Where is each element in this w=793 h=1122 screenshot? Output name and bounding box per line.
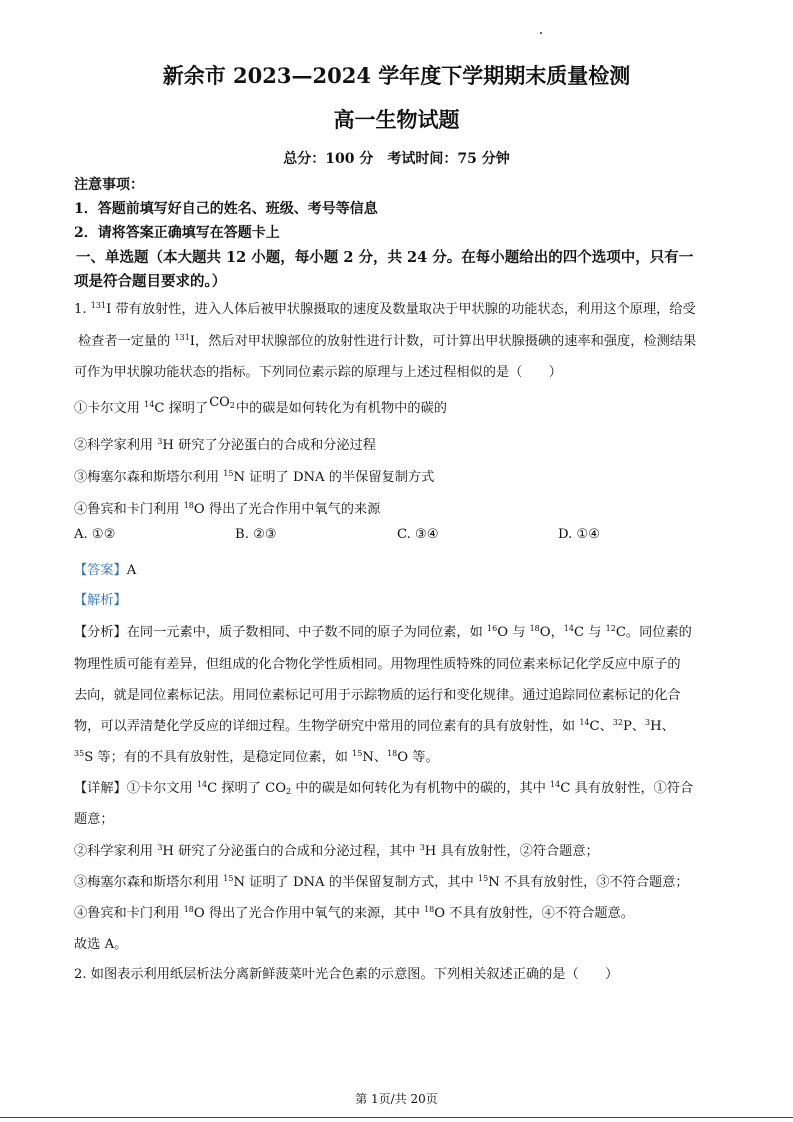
exam-subtitle: 高一生物试题 [333, 107, 460, 132]
co2-formula: $CO_2$ [209, 395, 235, 410]
analysis-line2: 物理性质可能有差异，但组成的化合物化学性质相同。用物理性质特殊的同位素来标记化学反应中原子的 [74, 657, 681, 672]
detail-conclusion: 故选 A。 [74, 937, 128, 952]
page-footer: 第 1页/共 20页 [355, 1092, 438, 1106]
exam-title: 新余市 2023—2024 学年度下学期期末质量检测 [162, 63, 631, 88]
section-heading-line1: 一、单选题（本大题共 12 小题，每小题 2 分，共 24 分。在每小题给出的四个选项中，只有一 [76, 249, 694, 266]
analysis-label: 【解析】 [74, 593, 127, 608]
analysis-line3: 去向，就是同位素标记法。用同位素标记可用于示踪物质的运行和变化规律。通过追踪同位素标记的化合 [74, 688, 681, 703]
analysis-line1: 【分析】在同一元素中，质子数相同、中子数不同的原子为同位素，如 $^{16}$O 与 $^{18}$O，$^{14}$C 与 $^{12}$C。同位素的 [74, 624, 692, 640]
q1-stem-line2: 检查者一定量的 $^{131}$I，然后对甲状腺部位的放射性进行计数，可计算出甲状腺摄碘的速率和强度，检测结果 [78, 333, 697, 349]
q1-statement-4: ④鲁宾和卡门利用 $^{18}$O 得出了光合作用中氧气的来源 [74, 501, 381, 517]
detail-line4: ③梅塞尔森和斯塔尔利用 $^{15}$N 证明了 DNA 的半保留复制方式，其中 $^{15}$N 不具有放射性，③不符合题意； [74, 874, 689, 890]
scan-dot [540, 32, 542, 34]
detail-line5: ④鲁宾和卡门利用 $^{18}$O 得出了光合作用中氧气的来源，其中 $^{18}$O 不具有放射性，④不符合题意。 [74, 905, 634, 921]
score-info: 总分：100 分 考试时间：75 分钟 [283, 151, 510, 167]
q1-option-a: A. ①② [74, 527, 116, 542]
footer-rule [0, 1117, 793, 1118]
q1-option-d: D. ①④ [558, 527, 601, 542]
analysis-line5: $^{35}$S 等；有的不具有放射性，是稳定同位素，如 $^{15}$N、$^{18}$O 等。 [74, 749, 439, 765]
detail-line3: ②科学家利用 $^3$H 研究了分泌蛋白的合成和分泌过程，其中 $^3$H 具有放射性，②符合题意； [74, 843, 599, 859]
q2-stem: 2. 如图表示利用纸层析法分离新鲜菠菜叶光合色素的示意图。下列相关叙述正确的是（ ） [74, 967, 619, 982]
notes-heading: 注意事项： [74, 177, 144, 193]
answer-value: A [126, 563, 137, 578]
note-item-2: 2．请将答案正确填写在答题卡上 [74, 225, 280, 241]
q1-statement-3: ③梅塞尔森和斯塔尔利用 $^{15}$N 证明了 DNA 的半保留复制方式 [74, 469, 435, 485]
analysis-line4: 物，可以弄清楚化学反应的详细过程。生物学研究中常用的同位素有的具有放射性，如 $^{14}$C、$^{32}$P、$^3$H、 [74, 718, 675, 734]
note-item-1: 1．答题前填写好自己的姓名、班级、考号等信息 [74, 201, 378, 217]
q1-stem-line1: 1. $^{131}$I 带有放射性，进入人体后被甲状腺摄取的速度及数量取决于甲状腺的功能状态，利用这个原理，给受 [74, 301, 696, 317]
q1-stem-line3: 可作为甲状腺功能状态的指标。下列同位素示踪的原理与上述过程相似的是（ ） [74, 365, 562, 380]
detail-line2: 题意； [74, 812, 114, 827]
q1-option-b: B. ②③ [235, 527, 277, 542]
section-heading-line2: 项是符合题目要求的。） [74, 273, 227, 290]
q1-option-c: C. ③④ [397, 527, 439, 542]
q1-statement-2: ②科学家利用 $^3$H 研究了分泌蛋白的合成和分泌过程 [74, 437, 376, 453]
answer-line [74, 559, 136, 578]
answer-label: 【答案】 [74, 563, 127, 578]
detail-line1: 【详解】①卡尔文用 $^{14}$C 探明了 $CO_2$ 中的碳是如何转化为有机物中的碳的，其中 $^{14}$C 具有放射性，①符合 [74, 780, 694, 796]
q1-statement-1: ①卡尔文用 $^{14}$C 探明了$CO_2$中的碳是如何转化为有机物中的碳的 [74, 395, 447, 416]
